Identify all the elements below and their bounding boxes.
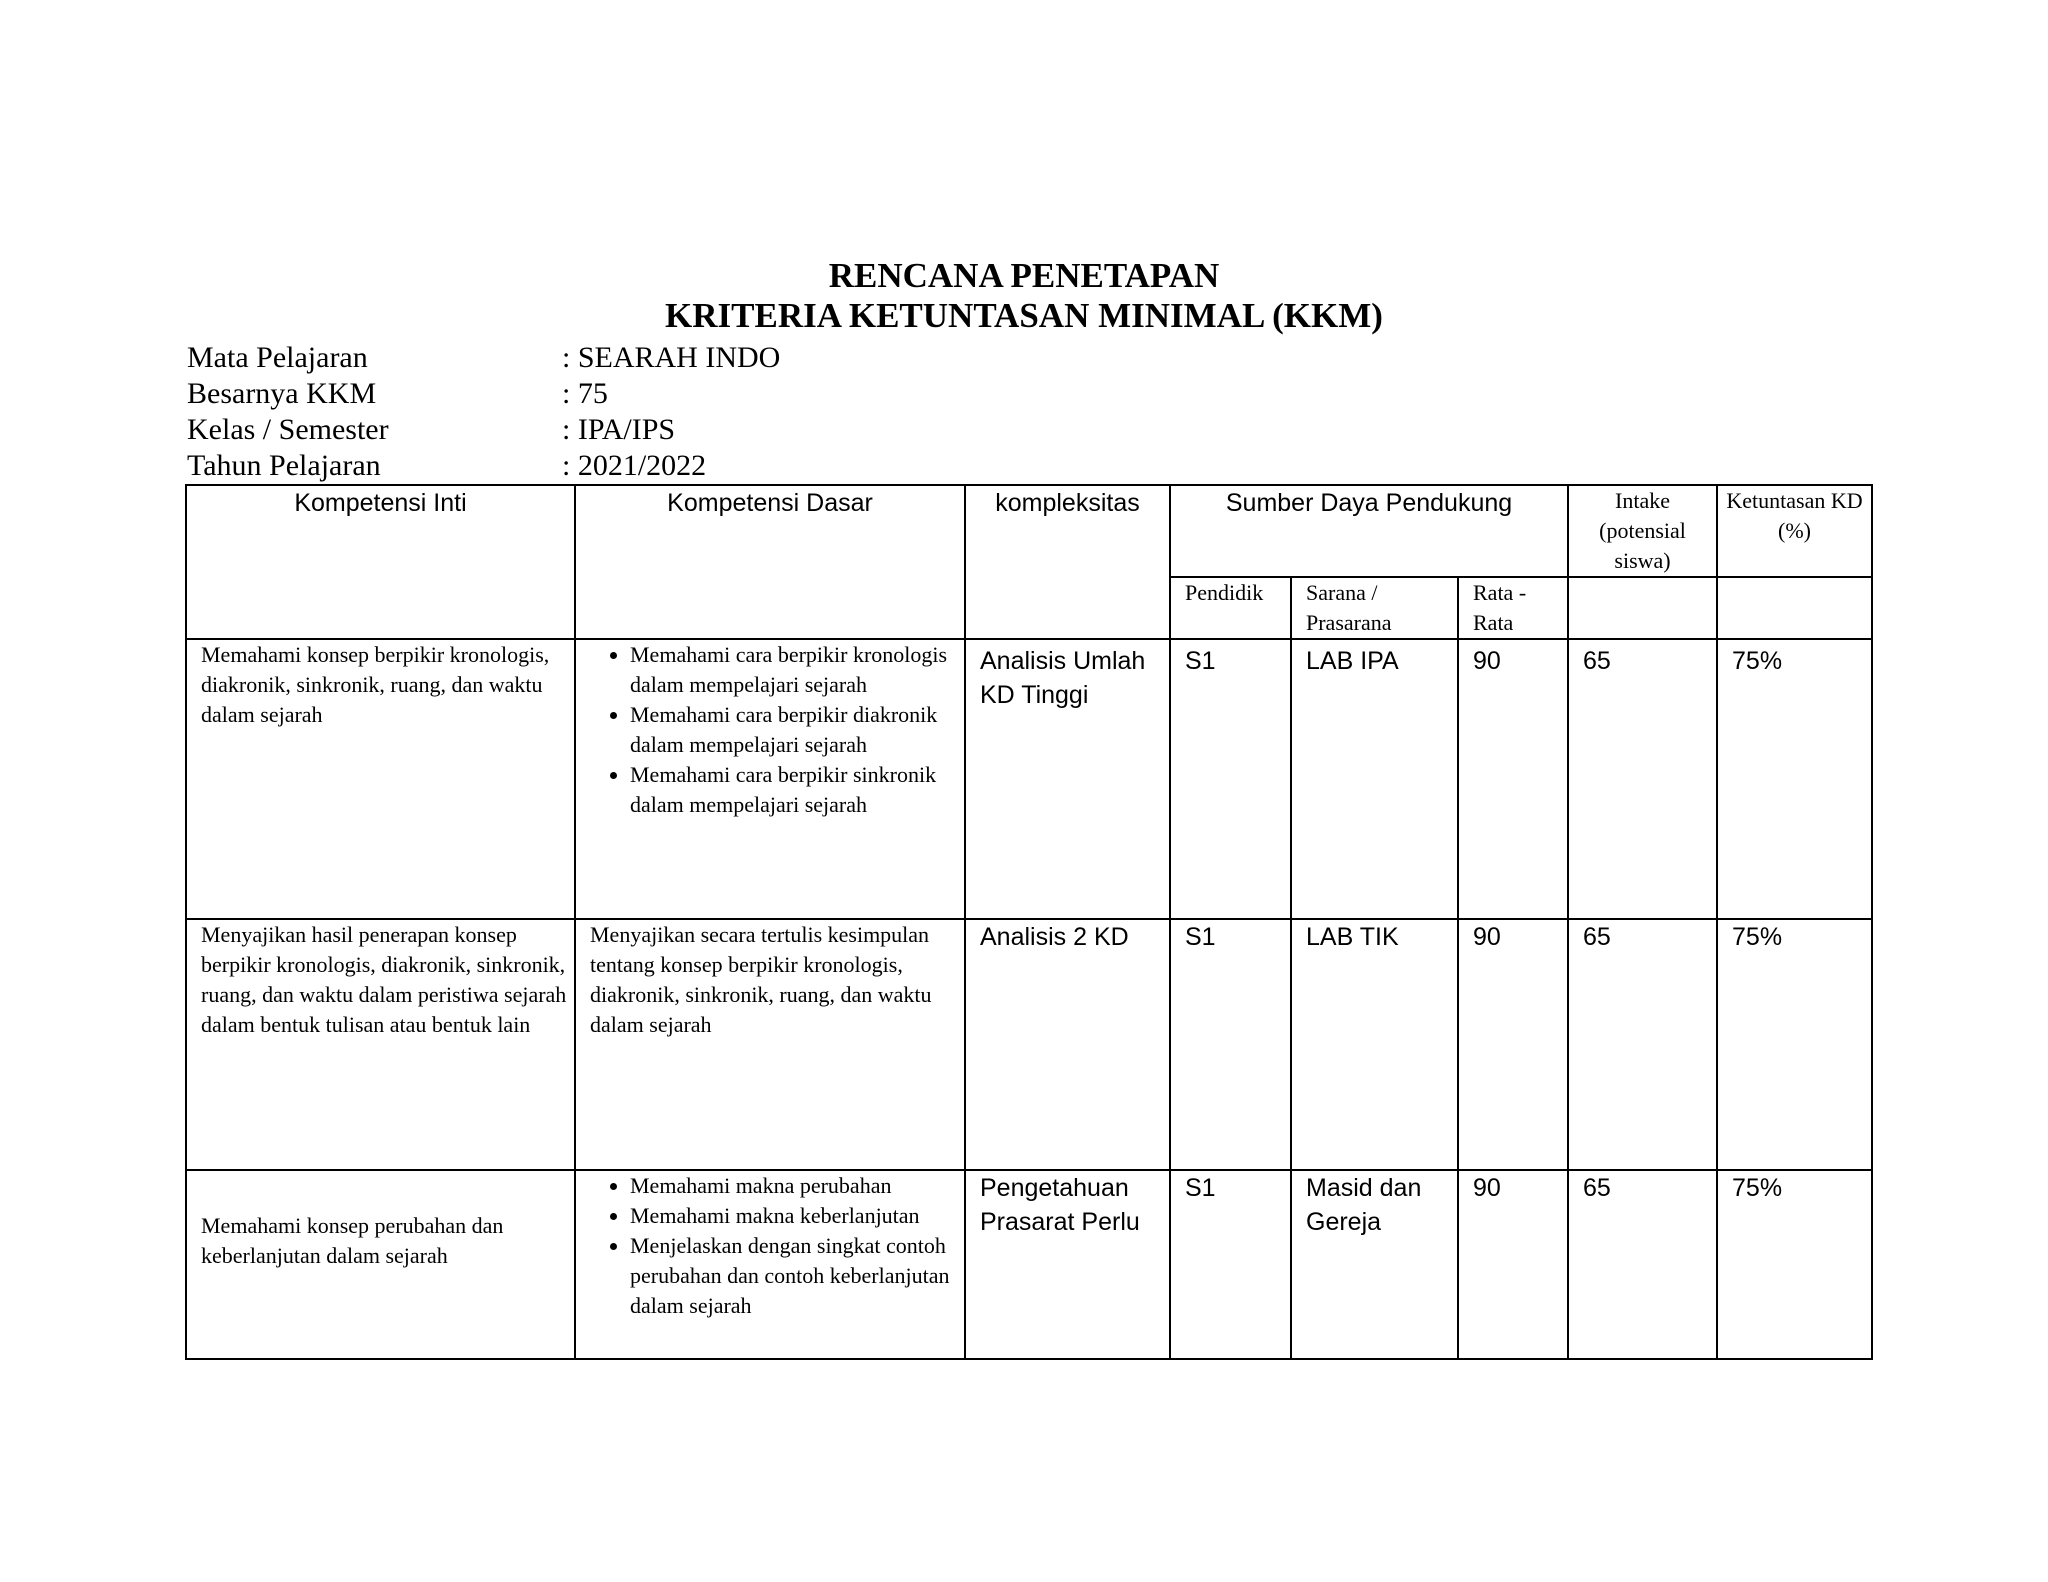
cell-kompleksitas: Analisis 2 KD <box>965 919 1170 1170</box>
header-kompetensi-dasar: Kompetensi Dasar <box>575 485 965 639</box>
table-header-row <box>186 485 1872 577</box>
cell-ketuntasan: 75% <box>1717 919 1872 1170</box>
cell-kompetensi-inti: Memahami konsep berpikir kronologis, diakronik, sinkronik, ruang, dan waktu dalam sejarah <box>186 639 575 919</box>
header-intake: Intake (potensial siswa) <box>1568 485 1717 577</box>
document-title-line-2: KRITERIA KETUNTASAN MINIMAL (KKM) <box>665 296 1383 335</box>
header-pendidik: Pendidik <box>1170 577 1291 639</box>
cell-intake: 65 <box>1568 919 1717 1170</box>
kd-list <box>590 640 964 820</box>
list-item: • Memahami makna perubahan <box>630 1171 964 1201</box>
cell-intake: 65 <box>1568 639 1717 919</box>
header-sumber-daya-pendukung: Sumber Daya Pendukung <box>1170 485 1568 577</box>
meta-label: Besarnya KKM <box>187 377 377 410</box>
table-row <box>186 919 1872 1170</box>
list-item: • Menjelaskan dengan singkat contoh perubahan dan contoh keberlanjutan dalam sejarah <box>630 1231 964 1321</box>
cell-kompetensi-inti: Menyajikan hasil penerapan konsep berpikir kronologis, diakronik, sinkronik, ruang, dan waktu dalam peristiwa sejarah dalam bentuk tulisan atau bentuk lain <box>186 919 575 1170</box>
meta-value: : IPA/IPS <box>562 413 676 446</box>
header-ketuntasan-empty <box>1717 577 1872 639</box>
cell-pendidik: S1 <box>1170 1170 1291 1359</box>
cell-kompetensi-dasar: Menyajikan secara tertulis kesimpulan tentang konsep berpikir kronologis, diakronik, sinkronik, ruang, dan waktu dalam sejarah <box>575 919 965 1170</box>
cell-rata-rata: 90 <box>1458 919 1568 1170</box>
cell-pendidik: S1 <box>1170 919 1291 1170</box>
table-row <box>186 1170 1872 1359</box>
list-item: • Memahami makna keberlanjutan <box>630 1201 964 1231</box>
meta-value: : 75 <box>562 377 608 410</box>
kd-list <box>590 1171 964 1321</box>
cell-intake: 65 <box>1568 1170 1717 1359</box>
cell-rata-rata: 90 <box>1458 639 1568 919</box>
table-row <box>186 639 1872 919</box>
header-rata-rata: Rata - Rata <box>1458 577 1568 639</box>
list-item: • Memahami cara berpikir sinkronik dalam mempelajari sejarah <box>630 760 964 820</box>
cell-ketuntasan: 75% <box>1717 639 1872 919</box>
header-kompetensi-inti: Kompetensi Inti <box>186 485 575 639</box>
list-item: • Memahami cara berpikir diakronik dalam mempelajari sejarah <box>630 700 964 760</box>
meta-label: Tahun Pelajaran <box>187 449 381 482</box>
cell-sarana: Masid dan Gereja <box>1291 1170 1458 1359</box>
cell-pendidik: S1 <box>1170 639 1291 919</box>
cell-kompetensi-inti: Memahami konsep perubahan dan keberlanjutan dalam sejarah <box>186 1170 575 1359</box>
document-title-line-1: RENCANA PENETAPAN <box>828 256 1220 295</box>
cell-rata-rata: 90 <box>1458 1170 1568 1359</box>
cell-ketuntasan: 75% <box>1717 1170 1872 1359</box>
meta-value: : 2021/2022 <box>562 449 707 482</box>
kkm-table <box>185 484 1873 1360</box>
header-ketuntasan: Ketuntasan KD (%) <box>1717 485 1872 577</box>
header-sarana-prasarana: Sarana / Prasarana <box>1291 577 1458 639</box>
cell-kompleksitas: Pengetahuan Prasarat Perlu <box>965 1170 1170 1359</box>
cell-kompetensi-dasar <box>575 639 965 919</box>
meta-label: Kelas / Semester <box>187 413 389 446</box>
cell-sarana: LAB TIK <box>1291 919 1458 1170</box>
cell-sarana: LAB IPA <box>1291 639 1458 919</box>
header-intake-empty <box>1568 577 1717 639</box>
meta-label: Mata Pelajaran <box>187 341 368 374</box>
list-item: • Memahami cara berpikir kronologis dalam mempelajari sejarah <box>630 640 964 700</box>
cell-kompetensi-dasar <box>575 1170 965 1359</box>
cell-kompleksitas: Analisis Umlah KD Tinggi <box>965 639 1170 919</box>
meta-value: : SEARAH INDO <box>562 341 781 374</box>
header-kompleksitas: kompleksitas <box>965 485 1170 639</box>
